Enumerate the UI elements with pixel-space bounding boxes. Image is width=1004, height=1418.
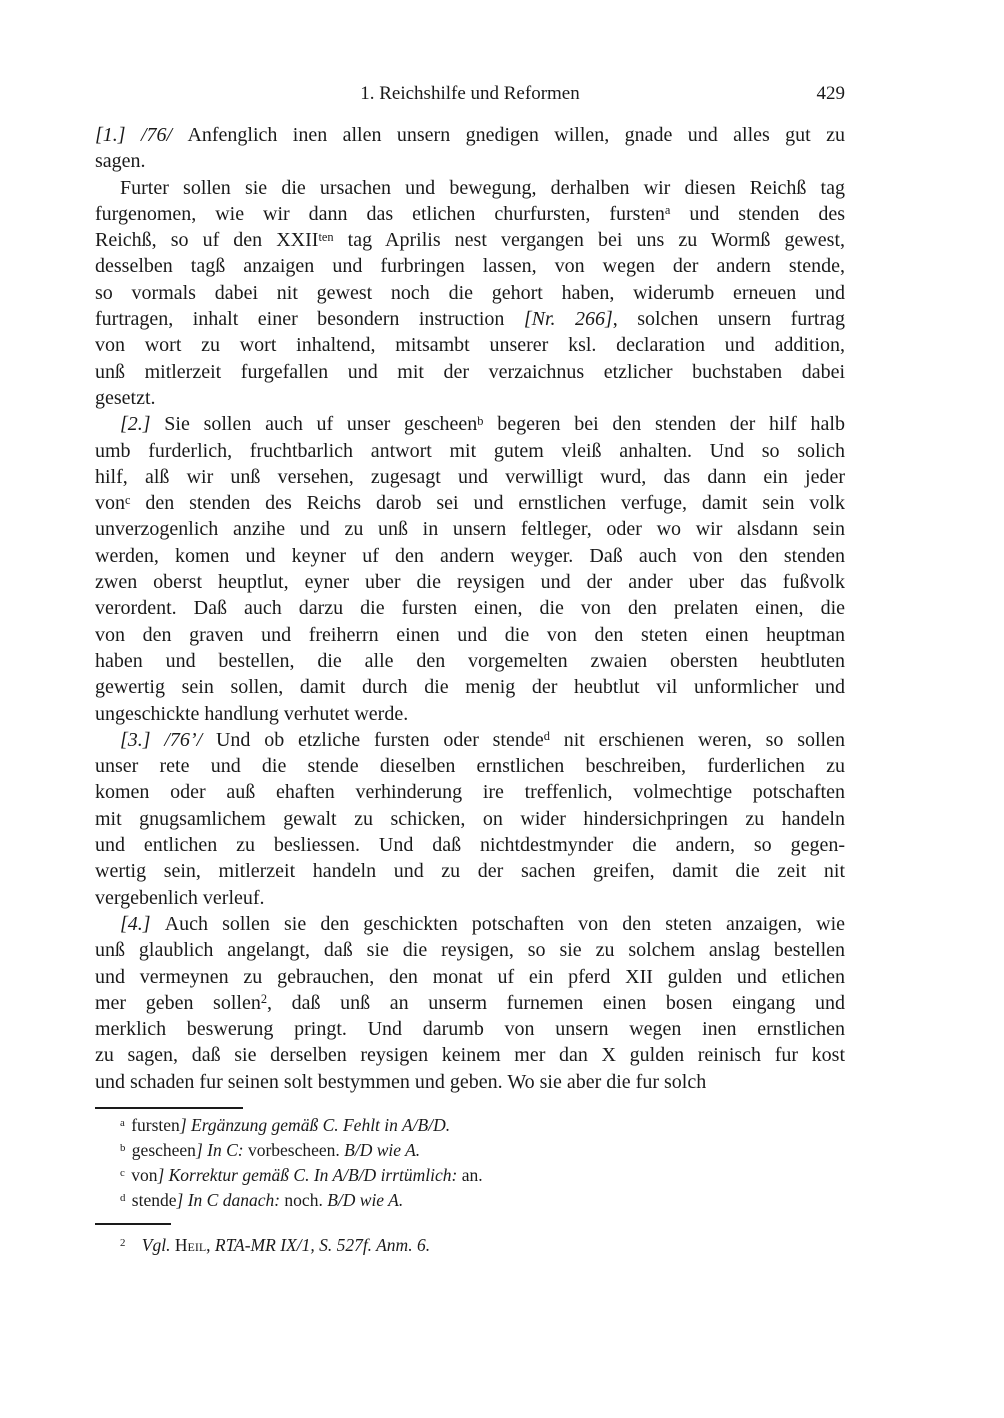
text-segment: haben und bestellen, die alle den vorgemelten zwaien obersten heubtluten: [95, 649, 845, 672]
text-line: [95, 569, 845, 595]
text-line: [95, 359, 845, 385]
text-segment: nit erschienen weren, so sollen: [549, 728, 845, 751]
footnote-marker: c: [120, 1167, 125, 1180]
text-line: [95, 648, 845, 674]
text-segment: ] Ergänzung gemäß C. Fehlt in A/B/D.: [179, 1114, 451, 1135]
text-line: [95, 753, 845, 779]
text-segment: unverzogenlich anzihe und zu unß in unsern feltleger, oder wo wir alsdann sein: [95, 518, 845, 541]
footnote-c: [95, 1163, 845, 1188]
text-line: [95, 1016, 845, 1042]
text-segment: desselben tagß anzaigen und furbringen lassen, von wegen der andern stende,: [95, 255, 845, 278]
text-segment: so vormals dabei nit gewest noch die gehort haben, widerumb erneuen und: [95, 281, 845, 304]
text-line: [95, 885, 845, 911]
text-segment: furgenomen, wie wir dann das etlichen churfursten, fursten: [95, 202, 665, 225]
text-segment: von: [131, 1164, 158, 1185]
paragraph-4: [95, 727, 845, 911]
footnote-marker: b: [120, 1142, 126, 1155]
text-segment: unß glaublich angelangt, daß sie die reysigen, so sie zu solchem anslag bestellen: [95, 939, 845, 962]
footnotes: [95, 1233, 845, 1258]
text-line: [95, 438, 845, 464]
text-segment: unser rete und die stende dieselben ernstlichen beschreiben, furderlichen zu: [95, 755, 845, 778]
document-body: [95, 122, 845, 1095]
text-line: [95, 832, 845, 858]
superscript-mark: ten: [318, 229, 334, 244]
footnote-marker: a: [120, 1117, 125, 1130]
text-line: [95, 122, 845, 148]
superscript-mark: 2: [260, 992, 268, 1007]
text-segment: gesetzt.: [95, 386, 156, 409]
text-segment: und vermeynen zu gebrauchen, den monat uf ein pferd XII gulden und etlichen: [95, 965, 845, 988]
text-line: [95, 543, 845, 569]
text-segment: noch.: [284, 1189, 328, 1210]
paragraph-2: [95, 175, 845, 412]
text-segment: merklich beswerung pringt. Und darumb von unsern wegen inen ernstlichen: [95, 1018, 845, 1041]
text-line: [95, 990, 845, 1016]
footnote-marker: d: [120, 1192, 126, 1205]
text-segment: Reichß, so uf den XXII: [95, 229, 319, 252]
text-segment: Sie sollen auch uf unser gescheen: [164, 413, 478, 436]
text-segment: und stenden des: [670, 202, 845, 225]
text-line: [95, 674, 845, 700]
text-segment: [3.] /76’/: [120, 728, 216, 751]
text-segment: RTA-MR IX/1, S. 527f. Anm. 6.: [214, 1234, 431, 1255]
text-segment: , daß unß an unserm furnemen einen bosen eingang und: [267, 991, 845, 1014]
text-segment: , solchen unsern furtrag: [612, 308, 846, 331]
text-line: [95, 701, 845, 727]
superscript-mark: d: [543, 729, 550, 744]
text-segment: wertig sein, mitlerzeit handeln und zu der sachen greifen, damit die zeit nit: [95, 860, 845, 883]
text-segment: vergebenlich verleuf.: [95, 886, 265, 909]
text-segment: mer geben sollen: [95, 991, 261, 1014]
text-segment: furtragen, inhalt einer besondern instruction: [95, 308, 524, 331]
text-line: [95, 779, 845, 805]
text-segment: ] In C:: [195, 1139, 248, 1160]
superscript-mark: a: [664, 203, 671, 218]
text-segment: Anfenglich inen allen unsern gnedigen willen, gnade und alles gut zu: [187, 124, 845, 146]
text-segment: gewertig sein sollen, damit durch die menig der heubtlut vil unformlicher und: [95, 676, 845, 699]
text-line: [95, 911, 845, 937]
text-line: [95, 806, 845, 832]
footnote-a: [95, 1113, 845, 1138]
text-segment: [1.] /76/: [95, 124, 188, 146]
superscript-mark: c: [125, 492, 131, 507]
text-segment: sagen.: [95, 150, 146, 173]
text-line: [95, 858, 845, 884]
paragraph-1: [95, 122, 845, 175]
text-segment: begeren bei den stenden der hilf halb: [483, 413, 845, 436]
text-segment: von wort zu wort inhaltend, mitsambt unserer ksl. declaration und addition,: [95, 334, 845, 357]
text-segment: unß mitlerzeit furgefallen und mit der verzaichnus etzlicher buchstaben dabei: [95, 360, 845, 383]
text-segment: den stenden des Reichs darob sei und ernstlichen verfuge, damit sein volk: [130, 492, 845, 515]
text-segment: ungeschickte handlung verhutet werde.: [95, 702, 409, 725]
critical-apparatus: [95, 1113, 845, 1213]
text-segment: und schaden fur seinen solt bestymmen und geben. Wo sie aber die fur solch: [95, 1070, 707, 1093]
text-segment: Heil: [174, 1234, 207, 1255]
text-line: [95, 490, 845, 516]
footnote-d: [95, 1188, 845, 1213]
paragraph-5: [95, 911, 845, 1095]
page-number: 429: [816, 83, 845, 104]
text-line: [95, 622, 845, 648]
text-line: [95, 464, 845, 490]
text-line: [95, 332, 845, 358]
text-segment: von den graven und freiherrn einen und die von den steten einen heuptman: [95, 623, 845, 646]
text-segment: hilf, alß wir unß versehen, zugesagt und verwilligt wurd, das dann ein jeder: [95, 465, 845, 488]
text-block: [95, 83, 845, 1258]
text-line: [95, 937, 845, 963]
text-line: [95, 595, 845, 621]
text-segment: stende: [131, 1189, 177, 1210]
paragraph-3: [95, 411, 845, 727]
text-segment: [4.]: [120, 912, 165, 935]
text-line: [95, 411, 845, 437]
footnote-b: [95, 1138, 845, 1163]
text-segment: komen oder auß ehaften verhinderung ire treffenlich, volmechtige potschaften: [95, 781, 845, 804]
text-segment: ,: [206, 1234, 215, 1255]
footnote-2: [95, 1233, 845, 1258]
superscript-mark: b: [477, 413, 484, 428]
text-segment: fursten: [131, 1114, 180, 1135]
text-segment: gescheen: [131, 1139, 196, 1160]
text-segment: verordent. Daß auch darzu die fursten einen, die von den prelaten einen, die: [95, 597, 845, 620]
text-segment: ] Korrektur gemäß C. In A/B/D irrtümlich:: [157, 1164, 462, 1185]
text-segment: Und ob etzliche fursten oder stende: [215, 728, 544, 751]
text-segment: an.: [461, 1164, 483, 1185]
text-line: [95, 385, 845, 411]
text-line: [95, 306, 845, 332]
text-line: [95, 175, 845, 201]
text-segment: Vgl.: [141, 1234, 175, 1255]
text-segment: Furter sollen sie die ursachen und bewegung, derhalben wir diesen Reichß tag: [120, 176, 845, 199]
text-line: [95, 1042, 845, 1068]
text-segment: zwen oberst heuptlut, eyner uber die reysigen und der ander uber das fußvolk: [95, 571, 845, 594]
text-segment: ] In C danach:: [176, 1189, 285, 1210]
footnote-marker: 2: [120, 1237, 126, 1250]
text-segment: Auch sollen sie den geschickten potschaften von den steten anzaigen, wie: [164, 912, 846, 935]
text-segment: werden, komen und keyner uf den andern weyger. Daß auch von den stenden: [95, 544, 845, 567]
text-segment: und entlichen zu besliessen. Und daß nichtdestmynder die andern, so gegen-: [95, 834, 845, 857]
text-line: [95, 964, 845, 990]
footnote-divider: [95, 1223, 171, 1225]
text-segment: umb furderlich, fruchtbarlich antwort mit gutem vleiß anhalten. Und so solich: [95, 439, 845, 462]
text-line: [95, 727, 845, 753]
text-line: [95, 516, 845, 542]
text-segment: B/D wie A.: [344, 1139, 421, 1160]
text-segment: [Nr. 266]: [523, 308, 613, 331]
text-line: [95, 201, 845, 227]
text-line: [95, 148, 845, 174]
text-segment: B/D wie A.: [327, 1189, 404, 1210]
section-title: 1. Reichshilfe und Reformen: [360, 83, 580, 104]
text-line: [95, 253, 845, 279]
text-line: [95, 280, 845, 306]
text-segment: vorbescheen.: [247, 1139, 345, 1160]
text-line: [95, 227, 845, 253]
text-segment: tag Aprilis nest vergangen bei uns zu Wormß gewest,: [333, 229, 845, 252]
running-header: [95, 83, 845, 105]
text-segment: mit gnugsamlichem gewalt zu schicken, on wider hindersichpringen zu handeln: [95, 807, 845, 830]
text-segment: von: [95, 492, 125, 515]
text-line: [95, 1069, 845, 1095]
text-segment: [2.]: [120, 413, 165, 436]
apparatus-divider: [95, 1107, 243, 1109]
text-segment: zu sagen, daß sie derselben reysigen keinem mer dan X gulden reinisch fur kost: [95, 1044, 845, 1067]
